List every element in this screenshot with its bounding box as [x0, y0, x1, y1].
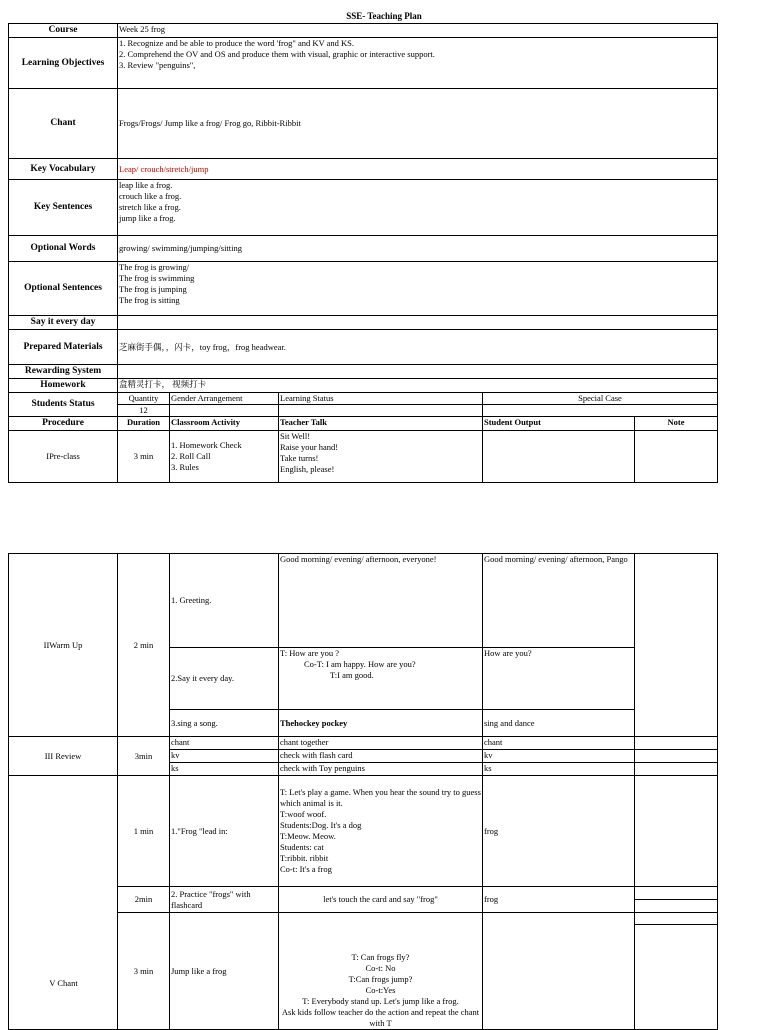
row-optional-sentences [9, 262, 718, 316]
chant-activity: Jump like a frog [170, 913, 279, 1030]
talk-line: Co-t: It's a frog [280, 864, 332, 874]
talk-line: English, please! [280, 464, 335, 474]
review-note [635, 750, 718, 763]
talk-line: T: Let's play a game. When you hear the sound try to guess which animal is it. [280, 787, 481, 808]
objective-line: 3. Review "penguins", [119, 60, 196, 70]
row-course [9, 24, 718, 38]
chant-note [635, 913, 718, 925]
sayit-activity: 2.Say it every day. [170, 648, 279, 710]
activity-line: 3. Rules [171, 462, 199, 472]
talk-line: Take turns! [280, 453, 319, 463]
leadin-activity: 1."Frog "lead in: [170, 776, 279, 887]
special-case-label: Special Case [483, 393, 718, 405]
talk-line: Raise your hand! [280, 442, 339, 452]
greeting-activity: 1. Greeting. [170, 554, 279, 648]
opt-sentences-value [118, 262, 718, 316]
talk-line: Students: cat [280, 842, 324, 852]
talk-line: T:Meow. Meow. [280, 831, 336, 841]
plan-table-top [8, 23, 718, 483]
preclass-procedure: IPre-class [9, 431, 118, 483]
row-chant [9, 89, 718, 159]
vocab-value: Leap/ crouch/stretch/jump [118, 159, 718, 180]
preclass-output [483, 431, 635, 483]
practice-talk: let's touch the card and say "frog" [279, 887, 483, 913]
greeting-output: Good morning/ evening/ afternoon, Pango [483, 554, 635, 648]
chant-procedure: V Chant [49, 978, 78, 988]
homework-value: 盒精灵打卡， 视频打卡 [118, 379, 718, 393]
say-it-label: Say it every day [9, 316, 118, 330]
chant-output [483, 913, 635, 1030]
review-output: kv [483, 750, 635, 763]
homework-label: Homework [9, 379, 118, 393]
practice-output: frog [483, 887, 635, 913]
row-procedure-header [9, 417, 718, 431]
talk-line: T:ribbit. ribbit [280, 853, 329, 863]
preclass-duration: 3 min [118, 431, 170, 483]
objective-line: 2. Comprehend the OV and OS and produce them with visual, graphic or interactive support. [119, 49, 435, 59]
review-talk: chant together [279, 737, 483, 750]
talk-line: T:I am good. [330, 670, 374, 680]
chant-duration: 3 min [118, 913, 170, 1030]
sentence-line: leap like a frog. [119, 180, 173, 190]
practice-note [635, 887, 718, 900]
talk-line: Sit Well! [280, 431, 311, 441]
song-output: sing and dance [483, 710, 635, 737]
gender-label: Gender Arrangement [170, 393, 279, 405]
opt-sentence-line: The frog is swimming [119, 273, 195, 283]
chant-label: Chant [9, 89, 118, 159]
sayit-talk [279, 648, 483, 710]
say-it-value [118, 316, 718, 330]
chant-talk [279, 913, 483, 1030]
course-label: Course [9, 24, 118, 38]
learning-status-label: Learning Status [279, 393, 483, 405]
review-talk: check with flash card [279, 750, 483, 763]
opt-words-label: Optional Words [9, 236, 118, 262]
objectives-value [118, 38, 718, 89]
opt-sentence-line: The frog is growing/ [119, 262, 190, 272]
warmup-note [635, 554, 718, 737]
review-note [635, 763, 718, 776]
reward-label: Rewarding System [9, 365, 118, 379]
row-leadin [9, 776, 718, 887]
review-duration: 3min [118, 737, 170, 776]
learning-status-value [279, 405, 483, 417]
row-warmup-greeting [9, 554, 718, 648]
row-key-sentences [9, 180, 718, 236]
preclass-talk [279, 431, 483, 483]
talk-line: T: How are you ? [280, 648, 340, 658]
quantity-label: Quantity [118, 393, 170, 405]
review-activity: kv [170, 750, 279, 763]
practice-note [635, 900, 718, 913]
chant-note [635, 925, 718, 1030]
talk-line: Co-T: I am happy. How are you? [304, 659, 416, 669]
procedure-header: Procedure [9, 417, 118, 431]
student-output-header: Student Output [483, 417, 635, 431]
activity-line: 1. Homework Check [171, 440, 242, 450]
leadin-duration: 1 min [118, 776, 170, 887]
sentence-line: stretch like a frog. [119, 202, 181, 212]
note-header: Note [635, 417, 718, 431]
row-review-chant [9, 737, 718, 750]
activity-line: 2. Roll Call [171, 451, 211, 461]
objective-line: 1. Recognize and be able to produce the word 'frog" and KV and KS. [119, 38, 354, 48]
review-output: ks [483, 763, 635, 776]
warmup-duration: 2 min [118, 554, 170, 737]
quantity-value: 12 [118, 405, 170, 417]
row-materials [9, 330, 718, 365]
review-activity: ks [170, 763, 279, 776]
review-activity: chant [170, 737, 279, 750]
review-talk: check with Toy penguins [279, 763, 483, 776]
talk-line: Ask kids follow teacher do the action and repeat the chant with T [281, 1007, 480, 1028]
sentence-line: jump like a frog. [119, 213, 176, 223]
warmup-procedure: IIWarm Up [9, 554, 118, 737]
duration-header: Duration [118, 417, 170, 431]
plan-table-bottom [8, 553, 718, 1030]
presentation-procedure [9, 776, 118, 1030]
leadin-note [635, 776, 718, 887]
sayit-output: How are you? [483, 648, 635, 710]
row-reward [9, 365, 718, 379]
talk-line: T: Everybody stand up. Let's jump like a frog. [302, 996, 459, 1006]
talk-line: T:woof woof. [280, 809, 327, 819]
leadin-talk [279, 776, 483, 887]
opt-sentence-line: The frog is jumping [119, 284, 187, 294]
opt-sentences-label: Optional Sentences [9, 262, 118, 316]
reward-value [118, 365, 718, 379]
course-value: Week 25 frog [118, 24, 718, 38]
row-preclass [9, 431, 718, 483]
materials-label: Prepared Materials [9, 330, 118, 365]
talk-line: T:Can frogs jump? [348, 974, 413, 984]
status-label: Students Status [9, 393, 118, 417]
practice-duration: 2min [118, 887, 170, 913]
teacher-talk-header: Teacher Talk [279, 417, 483, 431]
sentences-label: Key Sentences [9, 180, 118, 236]
materials-value: 芝麻街手偶，，闪卡，toy frog，frog headwear. [118, 330, 718, 365]
review-note [635, 737, 718, 750]
talk-line: Students:Dog. It's a dog [280, 820, 362, 830]
row-status-header [9, 393, 718, 405]
sentence-line: crouch like a frog. [119, 191, 182, 201]
objectives-label: Learning Objectives [9, 38, 118, 89]
page-title: SSE- Teaching Plan [346, 11, 422, 21]
chant-value: Frogs/Frogs/ Jump like a frog/ Frog go, Ribbit-Ribbit [118, 89, 718, 159]
row-optional-words [9, 236, 718, 262]
activity-header: Classroom Activity [170, 417, 279, 431]
opt-sentence-line: The frog is sitting [119, 295, 180, 305]
song-activity: 3.sing a song. [170, 710, 279, 737]
talk-line: T: Can frogs fly? [351, 952, 410, 962]
review-output: chant [483, 737, 635, 750]
special-case-value [483, 405, 718, 417]
talk-line: Co-t: No [365, 963, 396, 973]
row-homework [9, 379, 718, 393]
vocab-label: Key Vocabulary [9, 159, 118, 180]
row-objectives [9, 38, 718, 89]
song-talk: Thehockey pockey [279, 710, 483, 737]
practice-activity: 2. Practice "frogs" with flashcard [170, 887, 279, 913]
greeting-talk: Good morning/ evening/ afternoon, everyone! [279, 554, 483, 648]
gender-value [170, 405, 279, 417]
preclass-activity [170, 431, 279, 483]
leadin-output: frog [483, 776, 635, 887]
row-say-it [9, 316, 718, 330]
sentences-value [118, 180, 718, 236]
review-procedure: III Review [9, 737, 118, 776]
row-vocab [9, 159, 718, 180]
talk-line: Co-t:Yes [365, 985, 396, 995]
opt-words-value: growing/ swimming/jumping/sitting [118, 236, 718, 262]
preclass-note [635, 431, 718, 483]
